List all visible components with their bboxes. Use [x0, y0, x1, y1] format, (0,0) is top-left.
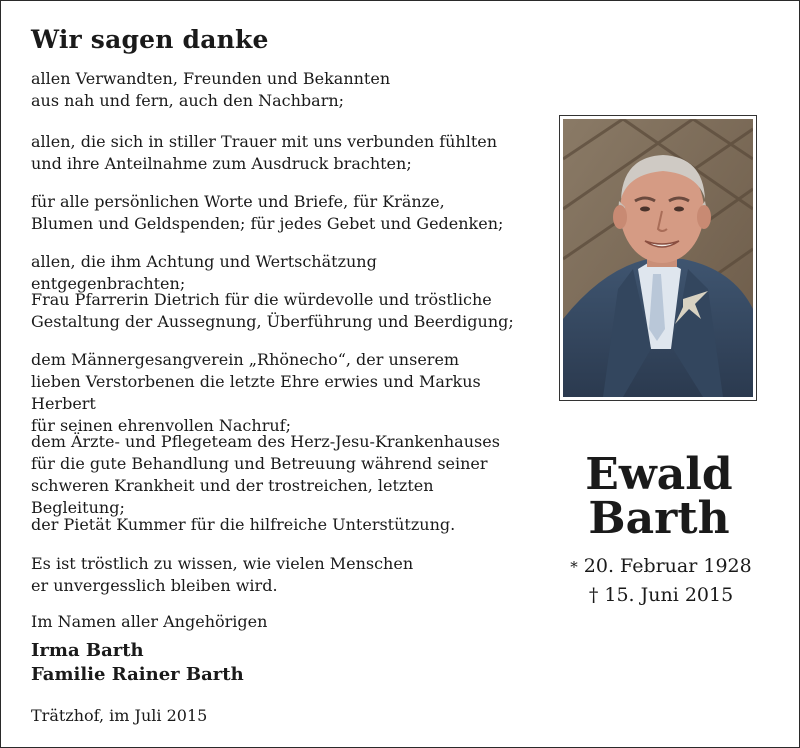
thanks-paragraph-mourners: allen, die sich in stiller Trauer mit uns verbunden fühlten und ihre Anteilnahme zum Ausdruck brachten; — [31, 132, 498, 173]
death-date: 15. Juni 2015 — [604, 584, 734, 606]
thanks-paragraph-hospital: dem Ärzte- und Pflegeteam des Herz-Jesu-Krankenhauses für die gute Behandlung und Betreuung während seiner schweren Krankheit und der trostreichen, letzten Begleitung; — [31, 432, 500, 517]
thanks-paragraph-comfort: Es ist tröstlich zu wissen, wie vielen Menschen er unvergesslich bleiben wird. — [31, 554, 414, 595]
place-date: Trätzhof, im Juli 2015 — [31, 706, 208, 725]
thanks-paragraph-relatives: allen Verwandten, Freunden und Bekannten aus nah und fern, auch den Nachbarn; — [31, 69, 391, 110]
heading: Wir sagen danke — [31, 25, 269, 54]
thanks-paragraph-choir: dem Männergesangverein „Rhönecho“, der unserem lieben Verstorbenen die letzte Ehre erwies und Markus Herbert für seinen ehrenvollen Nachruf; — [31, 350, 481, 435]
deceased-last-name: Barth — [588, 493, 730, 544]
birth-symbol: * — [570, 558, 578, 576]
portrait-photo — [559, 115, 757, 401]
thanks-paragraph-donations: für alle persönlichen Worte und Briefe, für Kränze, Blumen und Geldspenden; für jedes Gebet und Gedenken; — [31, 192, 504, 233]
birth-date: 20. Februar 1928 — [583, 555, 752, 577]
on-behalf-line: Im Namen aller Angehörigen — [31, 612, 268, 631]
thanks-paragraph-undertaker: der Pietät Kummer für die hilfreiche Unterstützung. — [31, 515, 456, 534]
thanks-paragraph-respect: allen, die ihm Achtung und Wertschätzung entgegenbrachten; — [31, 252, 377, 293]
portrait-image — [563, 119, 753, 397]
birth-date-line — [557, 555, 765, 577]
death-symbol: † — [588, 584, 599, 606]
death-date-line — [557, 584, 765, 606]
thanks-paragraph-pastor: Frau Pfarrerin Dietrich für die würdevolle und tröstliche Gestaltung der Aussegnung, Überführung und Beerdigung; — [31, 290, 514, 331]
deceased-first-name: Ewald — [585, 449, 733, 500]
signatories: Irma Barth Familie Rainer Barth — [31, 640, 244, 685]
